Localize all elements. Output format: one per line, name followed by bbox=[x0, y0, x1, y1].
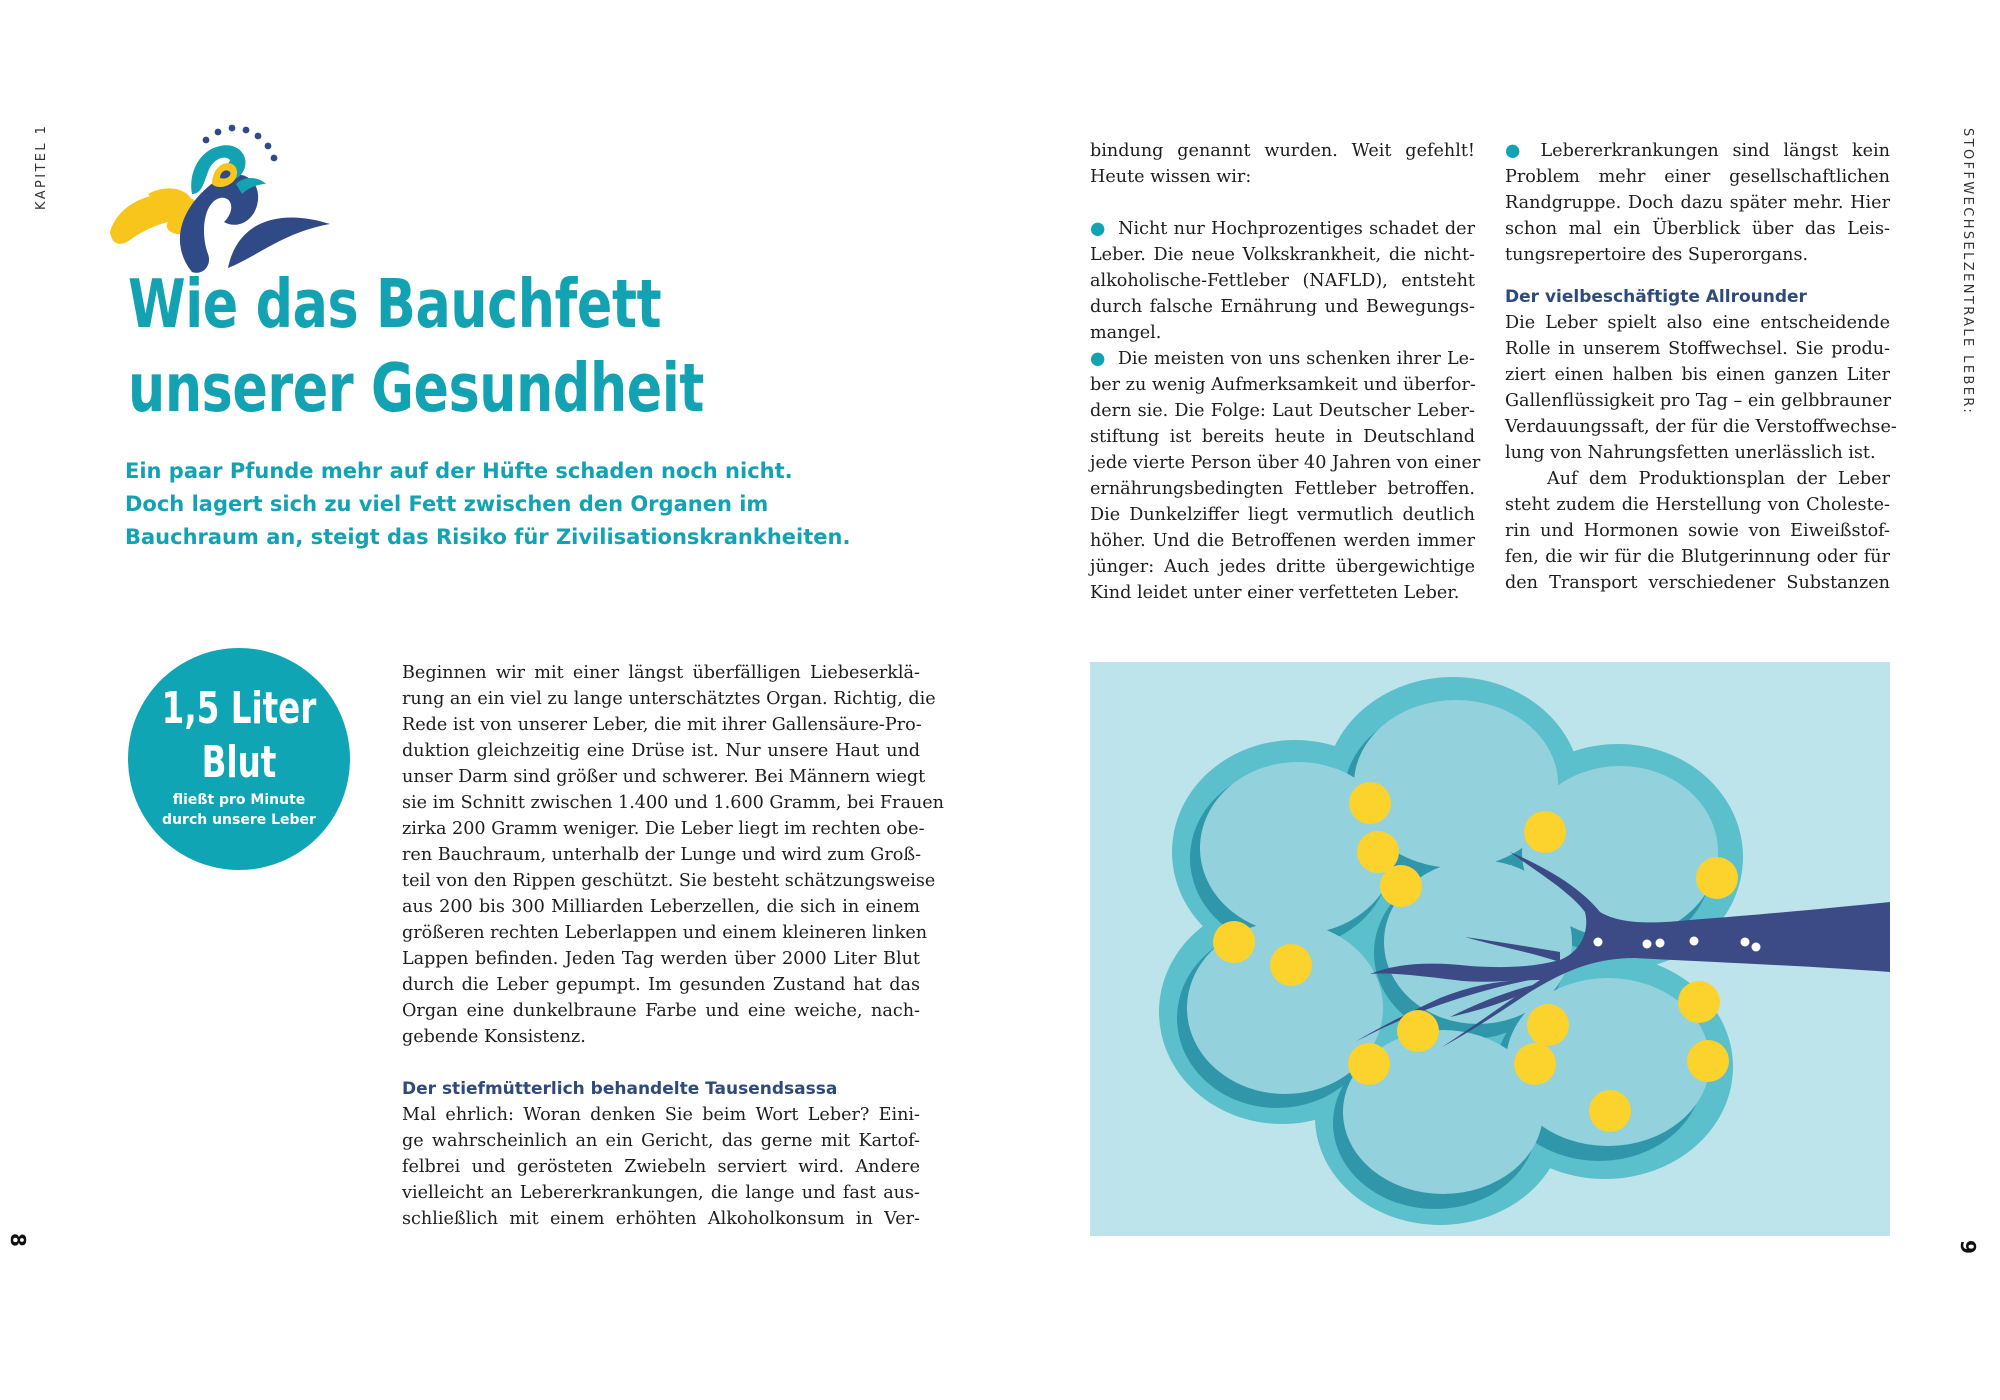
headline-line: Wie das Bauchfett bbox=[128, 265, 662, 343]
lead-line: Ein paar Pfunde mehr auf der Hüfte schaden noch nicht. bbox=[125, 459, 793, 483]
body-paragraph bbox=[1090, 138, 1475, 190]
body-paragraph bbox=[402, 1102, 920, 1232]
running-head: STOFFWECHSELZENTRALE LEBER: bbox=[1960, 128, 1975, 416]
text-line: steht zudem die Herstellung von Choleste- bbox=[1505, 495, 1890, 515]
page-number-left: 8 bbox=[6, 1233, 30, 1247]
text-line: ernährungsbedingten Fettleber betroffen. bbox=[1090, 479, 1475, 499]
text-line: Die Dunkelziffer liegt vermutlich deutlich bbox=[1090, 505, 1475, 525]
text-line: Die Leber spielt also eine entscheidende bbox=[1505, 313, 1890, 333]
body-column-2 bbox=[1090, 138, 1481, 606]
text-line: ge wahrscheinlich an ein Gericht, das gerne mit Kartof- bbox=[402, 1131, 920, 1151]
text-line: lung von Nahrungsfetten unerlässlich ist. bbox=[1505, 443, 1876, 463]
text-line: jünger: Auch jedes dritte übergewichtige bbox=[1090, 557, 1475, 577]
text-line: durch falsche Ernährung und Bewegungs- bbox=[1090, 297, 1475, 317]
text-line: rin und Hormonen sowie von Eiweißstof- bbox=[1505, 521, 1890, 541]
text-line: ren Bauchraum, unterhalb der Lunge und wird zum Groß- bbox=[402, 845, 922, 865]
subheading: Der stiefmütterlich behandelte Tausendsassa bbox=[402, 1079, 838, 1099]
text-line: unser Darm sind größer und schwerer. Bei Männern wiegt bbox=[402, 767, 926, 787]
bullet-item bbox=[1090, 346, 1481, 606]
text-line: Beginnen wir mit einer längst überfälligen Liebeserklä- bbox=[402, 663, 920, 683]
text-line: ● Nicht nur Hochprozentiges schadet der bbox=[1090, 219, 1475, 239]
bullet-icon: ● bbox=[1505, 141, 1529, 161]
text-line: alkoholische-Fettleber (NAFLD), entsteht bbox=[1090, 271, 1475, 291]
text-line: felbrei und gerösteten Zwiebeln serviert wird. Andere bbox=[402, 1157, 920, 1177]
text-line: Verdauungssaft, der für die Verstoffwechse- bbox=[1505, 417, 1897, 437]
text-line: größeren rechten Leberlappen und einem kleineren linken bbox=[402, 923, 928, 943]
text-line: Rolle in unserem Stoffwechsel. Sie produ- bbox=[1505, 339, 1890, 359]
text-line: zirka 200 Gramm weniger. Die Leber liegt im rechten obe- bbox=[402, 819, 925, 839]
lead-line: Bauchraum an, steigt das Risiko für Zivilisationskrankheiten. bbox=[125, 525, 851, 549]
stat-value bbox=[157, 682, 321, 790]
text-line: durch die Leber gepumpt. Im gesunden Zustand hat das bbox=[402, 975, 920, 995]
text-line: vielleicht an Lebererkrankungen, die lange und fast aus- bbox=[402, 1183, 920, 1203]
text-line: stiftung ist bereits heute in Deutschland bbox=[1090, 427, 1475, 447]
text-line: Randgruppe. Doch dazu später mehr. Hier bbox=[1505, 193, 1890, 213]
body-paragraph bbox=[402, 660, 945, 1050]
text-line: höher. Und die Betroffenen werden immer bbox=[1090, 531, 1475, 551]
text-line: ● Lebererkrankungen sind längst kein bbox=[1505, 141, 1890, 161]
body-paragraph bbox=[1505, 310, 1897, 466]
text-line: bindung genannt wurden. Weit gefehlt! bbox=[1090, 141, 1475, 161]
text-line: mangel. bbox=[1090, 323, 1162, 343]
stat-value-line: Blut bbox=[201, 737, 277, 788]
text-line: teil von den Rippen geschützt. Sie besteht schätzungsweise bbox=[402, 871, 936, 891]
bullet-icon: ● bbox=[1090, 349, 1106, 369]
text-line: ber zu wenig Aufmerksamkeit und überfor- bbox=[1090, 375, 1476, 395]
subheading: Der vielbeschäftigte Allrounder bbox=[1505, 287, 1807, 307]
stat-value-line: 1,5 Liter bbox=[161, 683, 317, 734]
headline-line: unserer Gesundheit bbox=[128, 349, 704, 427]
text-line: dern sie. Die Folge: Laut Deutscher Leber- bbox=[1090, 401, 1475, 421]
text-line: jede vierte Person über 40 Jahren von einer bbox=[1090, 453, 1481, 473]
stat-caption bbox=[128, 790, 350, 830]
body-column-1 bbox=[402, 660, 945, 1232]
paisley-ornament-icon bbox=[108, 122, 330, 274]
text-line: Rede ist von unserer Leber, die mit ihrer Gallensäure-Pro- bbox=[402, 715, 922, 735]
stat-caption-line: fließt pro Minute bbox=[172, 792, 306, 808]
text-line: Gallenflüssigkeit pro Tag – ein gelbbrauner bbox=[1505, 391, 1892, 411]
text-line: gebende Konsistenz. bbox=[402, 1027, 586, 1047]
liver-lobules-illustration bbox=[1090, 662, 1890, 1236]
text-line: den Transport verschiedener Substanzen bbox=[1505, 573, 1890, 593]
text-line: schließlich mit einem erhöhten Alkoholkonsum in Ver- bbox=[402, 1209, 920, 1229]
text-line: Problem mehr einer gesellschaftlichen bbox=[1505, 167, 1890, 187]
text-line: Heute wissen wir: bbox=[1090, 167, 1252, 187]
body-paragraph bbox=[1505, 466, 1890, 596]
text-line: duktion gleichzeitig eine Drüse ist. Nur unsere Haut und bbox=[402, 741, 920, 761]
text-line: tungsrepertoire des Superorgans. bbox=[1505, 245, 1809, 265]
text-line: ziert einen halben bis einen ganzen Liter bbox=[1505, 365, 1890, 385]
bullet-item bbox=[1090, 216, 1475, 346]
text-line: Mal ehrlich: Woran denken Sie beim Wort Leber? Eini- bbox=[402, 1105, 920, 1125]
text-line: Lappen befinden. Jeden Tag werden über 2000 Liter Blut bbox=[402, 949, 920, 969]
text-line: ● Die meisten von uns schenken ihrer Le- bbox=[1090, 349, 1475, 369]
text-line: Leber. Die neue Volkskrankheit, die nicht- bbox=[1090, 245, 1475, 265]
text-line: aus 200 bis 300 Milliarden Leberzellen, die sich in einem bbox=[402, 897, 920, 917]
headline bbox=[128, 262, 704, 430]
bullet-item bbox=[1505, 138, 1890, 268]
bullet-icon: ● bbox=[1090, 219, 1107, 239]
stat-caption-line: durch unsere Leber bbox=[162, 812, 316, 828]
text-line: Organ eine dunkelbraune Farbe und eine weiche, nach- bbox=[402, 1001, 920, 1021]
stat-badge bbox=[128, 648, 350, 870]
lead-paragraph bbox=[125, 455, 851, 554]
text-line: Auf dem Produktionsplan der Leber bbox=[1547, 469, 1890, 489]
lead-line: Doch lagert sich zu viel Fett zwischen den Organen im bbox=[125, 492, 769, 516]
text-line: fen, die wir für die Blutgerinnung oder für bbox=[1505, 547, 1890, 567]
text-line: rung an ein viel zu lange unterschätztes Organ. Richtig, die bbox=[402, 689, 936, 709]
body-column-3 bbox=[1505, 138, 1897, 596]
text-line: schon mal ein Überblick über das Leis- bbox=[1505, 219, 1890, 239]
text-line: Kind leidet unter einer verfetteten Leber. bbox=[1090, 583, 1460, 603]
text-line: sie im Schnitt zwischen 1.400 und 1.600 Gramm, bei Frauen bbox=[402, 793, 945, 813]
chapter-label: KAPITEL 1 bbox=[34, 123, 49, 210]
page-number-right: 9 bbox=[1956, 1240, 1980, 1254]
